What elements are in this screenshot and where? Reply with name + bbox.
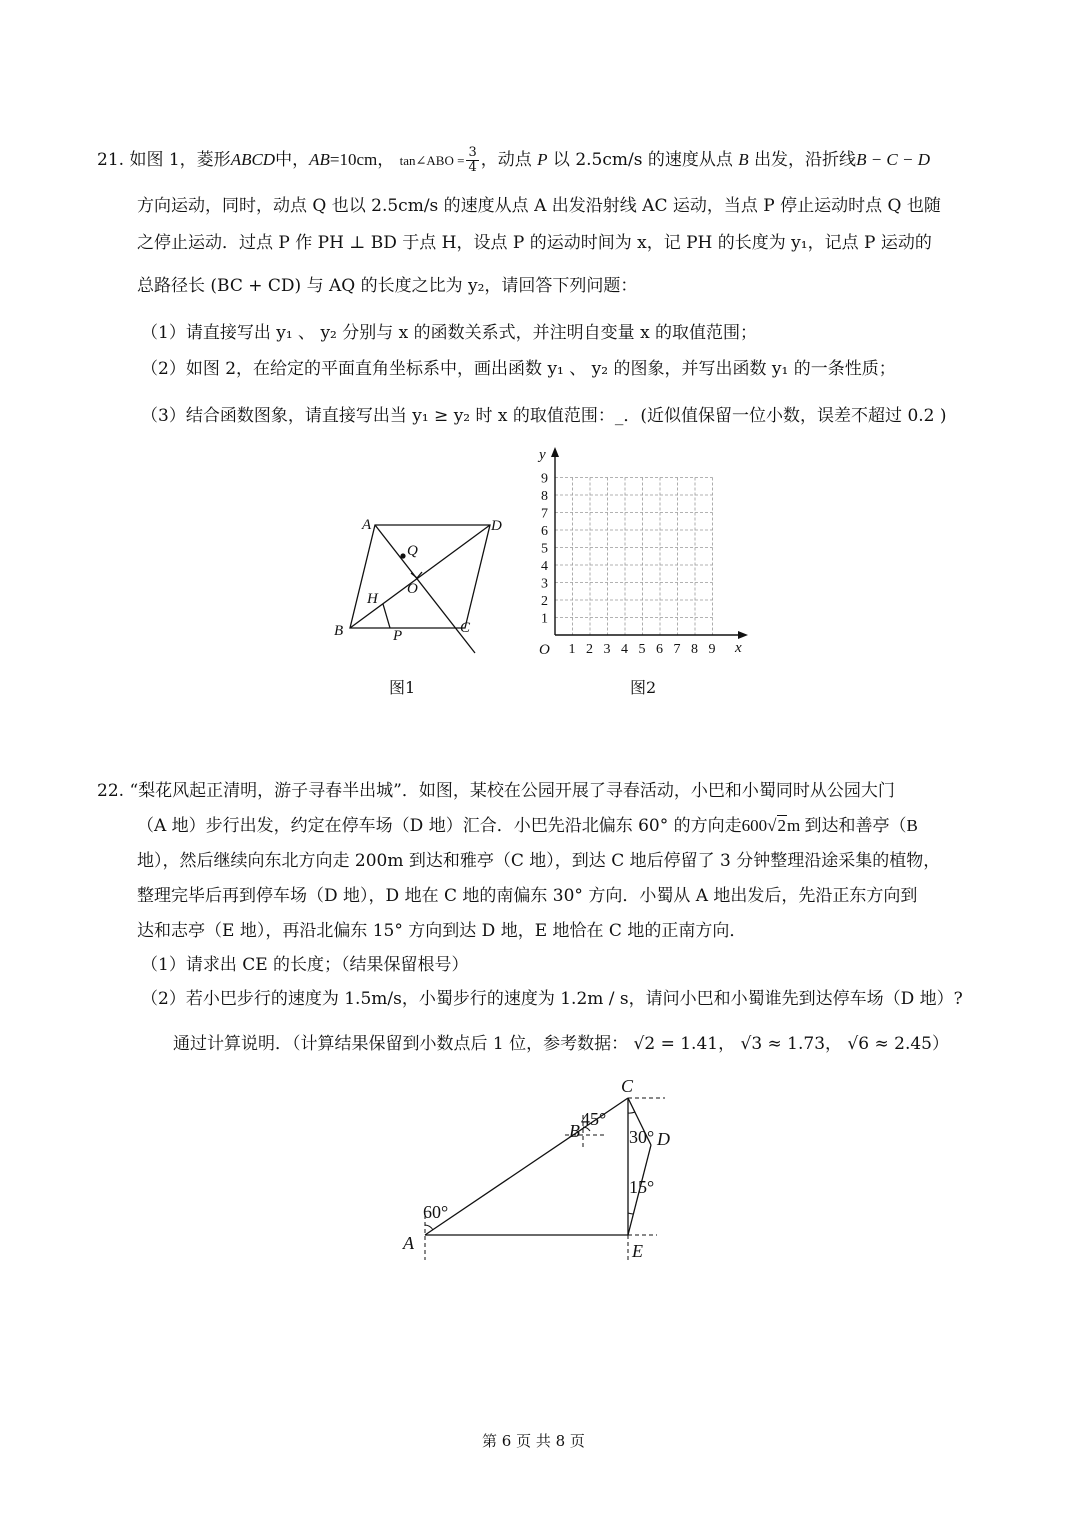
q21-sub-3: （3）结合函数图象，请直接写出当 y₁ ≥ y₂ 时 x 的取值范围：_．(近似值保留一位小数，误差不超过 0.2 ): [141, 406, 947, 426]
q21-line-2: 方向运动，同时，动点 Q 也以 2.5cm/s 的速度从点 A 出发沿射线 AC 运动，当点 P 停止运动时点 Q 也随: [137, 196, 941, 216]
q22-line-4: 整理完毕后再到停车场（D 地），D 地在 C 地的南偏东 30° 方向．小蜀从 A 地出发后，先沿正东方向到: [137, 886, 918, 906]
label-a: A: [403, 1233, 414, 1253]
angle-60-label: 60°: [423, 1202, 449, 1222]
angle-15-label: 15°: [629, 1177, 655, 1197]
q21-line-3: 之停止运动．过点 P 作 PH ⊥ BD 于点 H，设点 P 的运动时间为 x，记 PH 的长度为 y₁，记点 P 运动的: [137, 233, 932, 253]
x-tick-label: 4: [621, 642, 628, 657]
y-axis-label: y: [539, 447, 546, 463]
y-tick-label: 1: [541, 611, 548, 627]
q22-line-5: 达和志亭（E 地），再沿北偏东 15° 方向到达 D 地，E 地恰在 C 地的正南方向．: [137, 921, 747, 941]
figure-1-caption: 图1: [389, 678, 416, 697]
y-tick-label: 9: [541, 471, 548, 487]
q22-sub-1: （1）请求出 CE 的长度；（结果保留根号）: [141, 955, 469, 975]
x-tick-label: 2: [586, 642, 593, 657]
tan-fraction: $\frac{3}{4}$: [468, 145, 477, 175]
origin-label: O: [539, 642, 550, 658]
label-b: B: [334, 623, 344, 639]
figure-2-caption: 图2: [630, 678, 657, 697]
label-o: O: [407, 581, 418, 597]
x-tick-label: 9: [708, 642, 716, 657]
label-q: Q: [407, 543, 418, 559]
arc-60: [425, 1225, 433, 1230]
angle-45-label: 45°: [581, 1109, 607, 1129]
x-tick-label: 8: [691, 642, 698, 657]
q22-line-3: 地），然后继续向东北方向走 200m 到达和雅亭（C 地），到达 C 地后停留了 3 分钟整理沿途采集的植物，: [137, 851, 941, 871]
label-a: A: [362, 517, 372, 533]
y-tick-label: 7: [541, 506, 548, 522]
y-tick-label: 8: [541, 489, 548, 504]
q21-sub-1: （1）请直接写出 y₁ 、 y₂ 分别与 x 的函数关系式，并注明自变量 x 的取值范围；: [141, 323, 758, 343]
q21-line-4: 总路径长 (BC + CD) 与 AQ 的长度之比为 y₂，请回答下列问题：: [137, 276, 638, 296]
x-tick-label: 5: [638, 642, 646, 657]
y-tick-label: 4: [541, 559, 548, 574]
figure-1-rhombus: [325, 505, 525, 665]
q22-number: 22.: [97, 781, 125, 801]
q22-sub-2: （2）若小巴步行的速度为 1.5m/s，小蜀步行的速度为 1.2m / s，请问小巴和小蜀谁先到达停车场（D 地）?: [141, 989, 963, 1009]
x-tick-label: 7: [673, 642, 681, 657]
label-e: E: [632, 1241, 643, 1261]
figure-2-grid: [530, 445, 760, 665]
y-axis-arrow: [551, 447, 559, 457]
figure-q22-route: [395, 1075, 715, 1275]
label-c: C: [621, 1076, 634, 1096]
y-tick-label: 5: [541, 541, 548, 557]
label-d: D: [491, 518, 502, 534]
label-h: H: [367, 591, 378, 607]
y-tick-label: 2: [541, 594, 548, 609]
label-p: P: [393, 628, 403, 644]
x-axis-label: x: [735, 640, 742, 656]
x-tick-label: 3: [603, 642, 611, 657]
q21-line-1: 21. 如图 1，菱形ABCD中，AB=10cm， tan∠ABO = $\frac{3}{4}$ ，动点 P 以 2.5cm/s 的速度从点 B 出发，沿折线B − C − D: [97, 145, 931, 175]
x-tick-label: 1: [568, 642, 576, 657]
y-tick-label: 3: [541, 576, 548, 592]
q21-number: 21.: [97, 150, 125, 170]
x-tick-label: 6: [656, 642, 663, 657]
q22-sub-3: 通过计算说明．（计算结果保留到小数点后 1 位，参考数据： √2 = 1.41， √3 ≈ 1.73， √6 ≈ 2.45）: [173, 1034, 949, 1054]
angle-30-label: 30°: [629, 1127, 655, 1147]
label-b: B: [569, 1121, 580, 1141]
arc-30: [628, 1112, 635, 1113]
q22-line-2: （A 地）步行出发，约定在停车场（D 地）汇合．小巴先沿北偏东 60° 的方向走600√2m 到达和善亭（B: [137, 816, 918, 836]
point-q: [400, 553, 405, 558]
label-c: C: [460, 620, 471, 636]
label-d: D: [657, 1129, 670, 1149]
y-tick-label: 6: [541, 524, 548, 539]
q22-line-1: 22. “梨花风起正清明，游子寻春半出城”．如图，某校在公园开展了寻春活动，小巴和小蜀同时从公园大门: [97, 781, 895, 801]
q21-sub-2: （2）如图 2，在给定的平面直角坐标系中，画出函数 y₁ 、 y₂ 的图象，并写出函数 y₁ 的一条性质；: [141, 359, 896, 379]
segment-ph: [383, 604, 390, 628]
arc-15: [628, 1213, 633, 1214]
x-axis-arrow: [738, 631, 748, 639]
page-footer: 第 6 页 共 8 页: [482, 1432, 585, 1450]
